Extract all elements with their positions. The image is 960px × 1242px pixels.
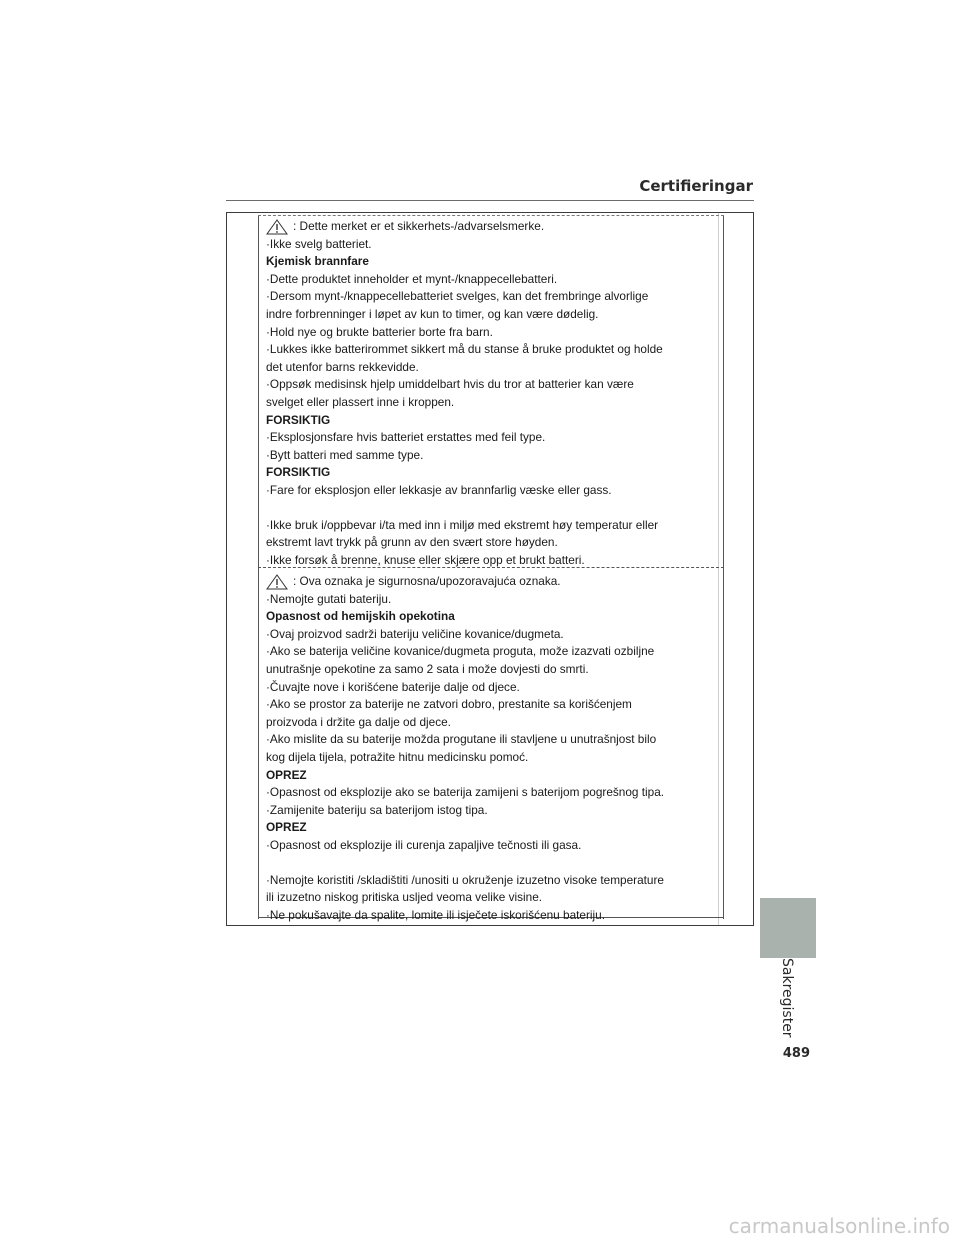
text-line: kog dijela tijela, potražite hitnu medicinsku pomoć.	[266, 749, 529, 764]
text-line: indre forbrenninger i løpet av kun to timer, og kan være dødelig.	[266, 306, 599, 321]
section-heading: Opasnost od hemijskih opekotina	[266, 609, 455, 624]
side-tab-label: Sakregister	[779, 958, 795, 1038]
text-line: ekstremt lavt trykk på grunn av den svært store høyden.	[266, 535, 558, 550]
text-line: ·Nemojte koristiti /skladištiti /unositi u okruženje izuzetno visoke temperature	[266, 872, 664, 887]
page-header-title: Certifieringar	[639, 177, 753, 195]
text-line: ·Ikke forsøk å brenne, knuse eller skjære opp et brukt batteri.	[266, 552, 585, 567]
text-line: ·Eksplosjonsfare hvis batteriet erstattes med feil type.	[266, 430, 546, 445]
text-line: ·Ako se prostor za baterije ne zatvori dobro, prestanite sa korišćenjem	[266, 697, 632, 712]
text-line: ·Ako se baterija veličine kovanice/dugmeta proguta, može izazvati ozbiljne	[266, 644, 655, 659]
text-line: ·Ovaj proizvod sadrži bateriju veličine kovanice/dugmeta.	[266, 626, 564, 641]
text-line: ·Nemojte gutati bateriju.	[266, 591, 392, 606]
paragraph-gap	[266, 500, 718, 517]
scan-edge-line	[718, 213, 719, 925]
paragraph-gap	[266, 855, 718, 872]
text-line: ·Bytt batteri med samme type.	[266, 447, 424, 462]
section-heading: Kjemisk brannfare	[266, 254, 369, 269]
text-line: ·Ikke svelg batteriet.	[266, 236, 372, 251]
section-heading: FORSIKTIG	[266, 412, 331, 427]
section-heading: OPREZ	[266, 820, 307, 835]
top-dashed-border	[258, 215, 724, 216]
section-heading: OPREZ	[266, 767, 307, 782]
text-line: ·Lukkes ikke batterirommet sikkert må du stanse å bruke produktet og holde	[266, 342, 663, 357]
text-line: ·Dersom mynt-/knappecellebatteriet svelges, kan det frembringe alvorlige	[266, 289, 649, 304]
side-tab[interactable]	[760, 898, 816, 958]
text-line: ·Opasnost od eksplozije ako se baterija zamijeni s baterijom pogrešnog tipa.	[266, 785, 665, 800]
croatian-section	[266, 573, 718, 924]
section-heading: FORSIKTIG	[266, 465, 331, 480]
text-line: ·Ako mislite da su baterije možda progutane ili stavljene u unutrašnjost bilo	[266, 732, 657, 747]
warning-triangle-icon	[266, 574, 288, 590]
norwegian-section	[266, 218, 718, 569]
text-line: ·Zamijenite bateriju sa baterijom istog tipa.	[266, 802, 488, 817]
warning-line	[266, 573, 718, 591]
text-line: ·Ikke bruk i/oppbevar i/ta med inn i miljø med ekstremt høy temperatur eller	[266, 517, 659, 532]
text-line: ·Dette produktet inneholder et mynt-/knappecellebatteri.	[266, 271, 558, 286]
text-line: unutrašnje opekotine za samo 2 sata i može dovjesti do smrti.	[266, 661, 589, 676]
croatian-lines	[266, 591, 718, 925]
text-line: ·Fare for eksplosjon eller lekkasje av brannfarlig væske eller gass.	[266, 482, 612, 497]
page-number: 489	[782, 1046, 810, 1061]
text-line: ·Ne pokušavajte da spalite, lomite ili isječete iskorišćenu bateriju.	[266, 907, 605, 922]
text-line: ·Hold nye og brukte batterier borte fra barn.	[266, 324, 493, 339]
text-line: ·Oppsøk medisinsk hjelp umiddelbart hvis du tror at batterier kan være	[266, 377, 634, 392]
text-line: proizvoda i držite ga dalje od djece.	[266, 714, 451, 729]
watermark: carmanualsonline.info	[728, 1214, 950, 1238]
text-line: ·Opasnost od eksplozije ili curenja zapaljive tečnosti ili gasa.	[266, 837, 582, 852]
text-line: ili izuzetno niskog pritiska usljed veoma velike visine.	[266, 890, 543, 905]
norwegian-lines	[266, 236, 718, 570]
text-line: ·Čuvajte nove i korišćene baterije dalje od djece.	[266, 679, 520, 694]
text-line: svelget eller plassert inne i kroppen.	[266, 394, 455, 409]
warning-triangle-icon	[266, 219, 288, 235]
warning-line-text: : Ova oznaka je sigurnosna/upozoravajuća oznaka.	[293, 574, 561, 588]
warning-line-text: : Dette merket er et sikkerhets-/advarselsmerke.	[293, 219, 545, 233]
header-divider	[226, 200, 754, 201]
text-line: det utenfor barns rekkevidde.	[266, 359, 419, 374]
scanned-label-box	[226, 212, 754, 926]
warning-line	[266, 218, 718, 236]
